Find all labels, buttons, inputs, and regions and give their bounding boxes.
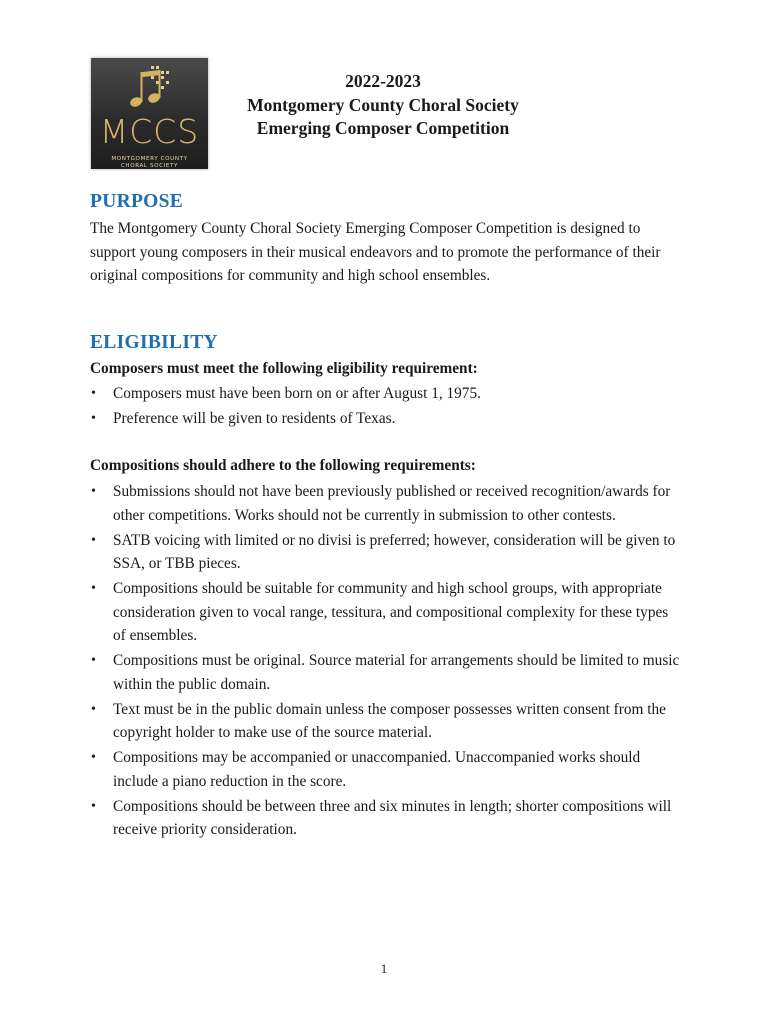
purpose-paragraph: The Montgomery County Choral Society Emerging Composer Competition is designed to support young composers in their musical endeavors and to promote the performance of their original compositions for community and high school ensembles. bbox=[90, 220, 661, 284]
list-item: • Compositions should be between three and six minutes in length; shorter compositions will receive priority consideration. bbox=[90, 795, 682, 842]
list-item: • Submissions should not have been previously published or received recognition/awards for other competitions. Works should not be currently in submission to other contests. bbox=[90, 480, 682, 527]
logo-wordmark: MCCS bbox=[99, 112, 200, 151]
title-organization: Montgomery County Choral Society bbox=[247, 94, 519, 115]
logo-subtitle-line-2: CHORAL SOCIETY bbox=[120, 163, 179, 169]
list-item: • Composers must have been born on or after August 1, 1975. bbox=[90, 382, 682, 406]
title-year: 2022-2023 bbox=[345, 71, 421, 91]
title-competition: Emerging Composer Competition bbox=[256, 118, 510, 138]
list-item: • SATB voicing with limited or no divisi is preferred; however, consideration will be given to SSA, or TBB pieces. bbox=[90, 529, 682, 576]
list-item: • Compositions must be original. Source material for arrangements should be limited to music within the public domain. bbox=[90, 649, 682, 696]
compositions-requirement-intro: Compositions should adhere to the following requirements: bbox=[90, 457, 476, 474]
composers-requirement-intro: Composers must meet the following eligibility requirement: bbox=[90, 360, 478, 377]
composition-requirements-list bbox=[90, 480, 682, 843]
eligibility-heading: ELIGIBILITY bbox=[90, 332, 218, 353]
list-item: • Preference will be given to residents of Texas. bbox=[90, 407, 682, 431]
document-title bbox=[212, 70, 554, 141]
composer-requirements-list bbox=[90, 382, 682, 432]
purpose-heading: PURPOSE bbox=[90, 191, 184, 212]
list-item: • Compositions may be accompanied or unaccompanied. Unaccompanied works should include a piano reduction in the score. bbox=[90, 746, 682, 793]
music-note-icon bbox=[91, 58, 208, 118]
page-number: 1 bbox=[380, 961, 388, 976]
list-item: • Compositions should be suitable for community and high school groups, with appropriate consideration given to vocal range, tessitura, and compositional complexity for these types of ensembles. bbox=[90, 577, 682, 648]
list-item: • Text must be in the public domain unless the composer possesses written consent from the copyright holder to make use of the source material. bbox=[90, 698, 682, 745]
mccs-logo bbox=[91, 58, 208, 169]
logo-subtitle-line-1: MONTGOMERY COUNTY bbox=[111, 156, 188, 162]
